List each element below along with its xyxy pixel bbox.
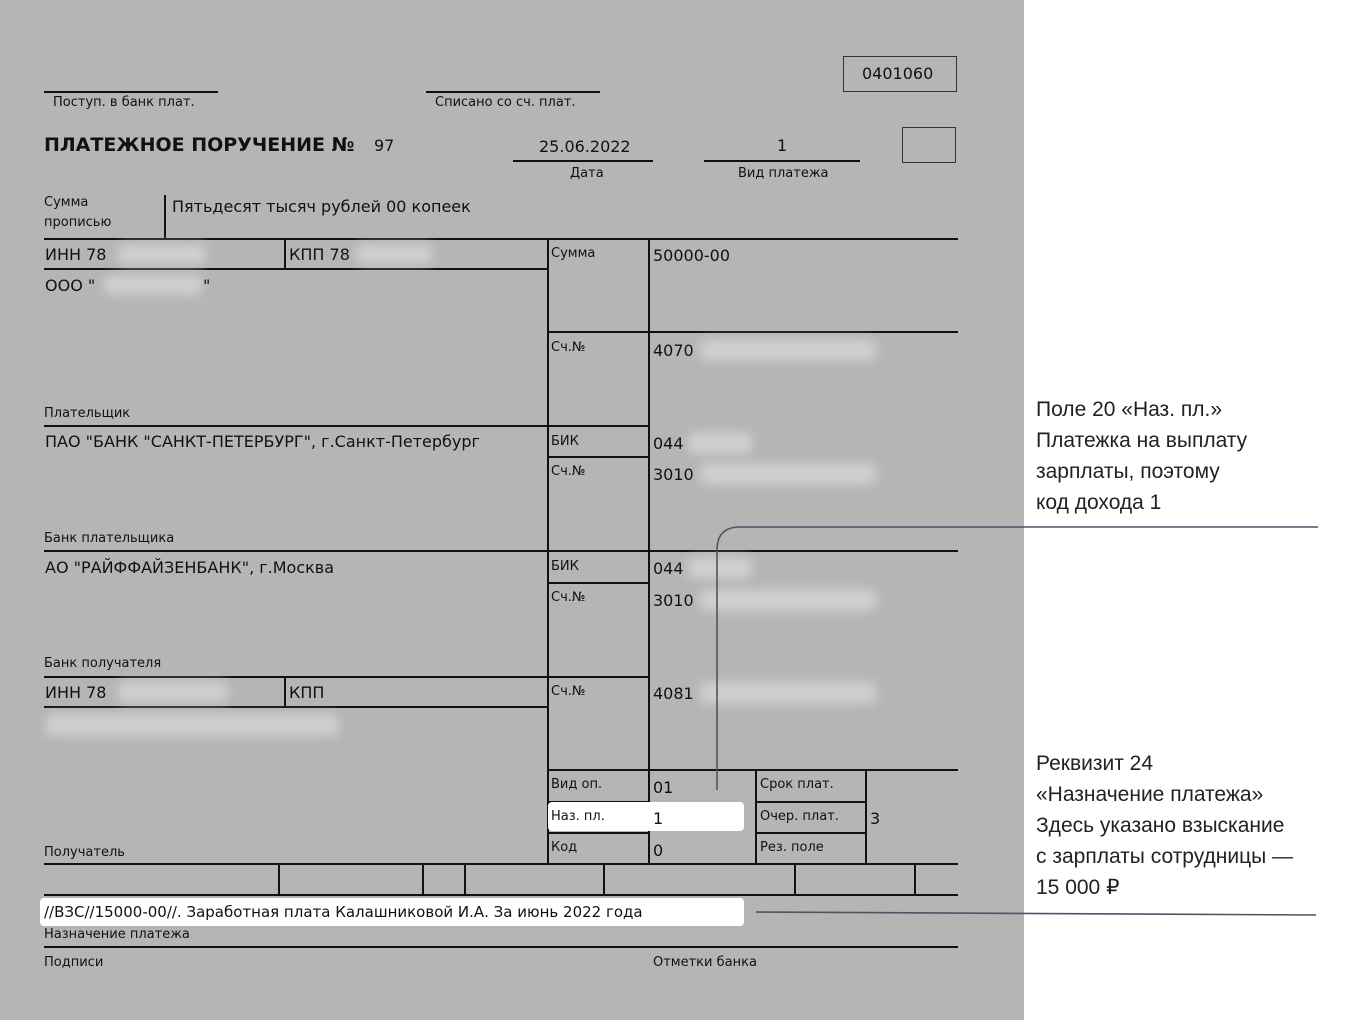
code-value: 0: [653, 841, 664, 860]
amount-words-value: Пятьдесят тысяч рублей 00 копеек: [172, 197, 471, 216]
redacted-payer-bank-bik: [688, 432, 752, 454]
payer-account-value: 4070: [653, 341, 694, 360]
redacted-payer-bank-acc: [700, 463, 876, 485]
date-label: Дата: [570, 166, 604, 181]
grid-line: [284, 238, 286, 269]
payer-bank-acc-label: Сч.№: [551, 464, 586, 479]
annotation-line: код дохода 1: [1036, 491, 1162, 514]
grid-line: [284, 676, 286, 707]
payer-account-label: Сч.№: [551, 340, 586, 355]
form-code: 0401060: [862, 64, 934, 83]
payer-bank-name: ПАО "БАНК "САНКТ-ПЕТЕРБУРГ", г.Санкт-Петербург: [45, 432, 480, 451]
purpose-label: Назначение платежа: [44, 927, 190, 942]
order-number: 97: [374, 136, 395, 155]
grid-line: [548, 456, 650, 458]
annotation-line: с зарплаты сотрудницы —: [1036, 845, 1294, 868]
redacted-payee-bank-acc: [700, 589, 876, 611]
received-line: [44, 91, 218, 93]
grid-line: [794, 863, 796, 895]
payee-bank-label: Банк получателя: [44, 656, 162, 671]
amount-words-label-2: прописью: [44, 215, 112, 230]
debited-label: Списано со сч. плат.: [435, 95, 576, 110]
order-value: 3: [870, 809, 881, 828]
op-type-label: Вид оп.: [551, 777, 603, 792]
redacted-payer-inn: [118, 244, 206, 264]
annotation-line: Платежка на выплату: [1036, 429, 1248, 452]
payment-type-label: Вид платежа: [738, 166, 829, 181]
bank-marks-label: Отметки банка: [653, 955, 757, 970]
amount-words-divider: [164, 195, 166, 239]
payer-kpp: КПП 78: [289, 245, 350, 264]
payee-bank-bik: 044: [653, 559, 684, 578]
annotation-line: зарплаты, поэтому: [1036, 460, 1220, 483]
payer-bank-acc: 3010: [653, 465, 694, 484]
reserve-label: Рез. поле: [760, 840, 824, 855]
order-date: 25.06.2022: [539, 137, 631, 156]
grid-line: [44, 863, 958, 865]
redacted-payee-inn: [118, 682, 228, 702]
redacted-payer-account: [700, 339, 876, 361]
redacted-payee-name: [46, 714, 338, 736]
grid-line: [44, 894, 958, 896]
payee-bank-bik-label: БИК: [551, 559, 579, 574]
payee-kpp: КПП: [289, 683, 325, 702]
order-label: Очер. плат.: [760, 809, 839, 824]
grid-line: [422, 863, 424, 895]
payer-bank-bik: 044: [653, 434, 684, 453]
grid-line: [548, 331, 958, 333]
payer-bank-label: Банк плательщика: [44, 531, 175, 546]
grid-line: [464, 863, 466, 895]
grid-line: [44, 425, 650, 427]
payee-acc: 4081: [653, 684, 694, 703]
grid-line: [44, 946, 958, 948]
annotation-line: Здесь указано взыскание: [1036, 814, 1285, 837]
term-label: Срок плат.: [760, 777, 834, 792]
grid-line: [756, 801, 866, 803]
annotation-purpose: [1036, 748, 1293, 903]
payee-label: Получатель: [44, 845, 125, 860]
purpose-code-label: Наз. пл.: [551, 809, 605, 824]
purpose-text: //ВЗС//15000-00//. Заработная плата Калашниковой И.А. За июнь 2022 года: [44, 903, 643, 921]
annotation-purpose-code: [1036, 394, 1247, 518]
annotation-line: Реквизит 24: [1036, 752, 1154, 775]
payment-type-line: [704, 160, 860, 162]
redacted-payer-name: [104, 275, 202, 295]
grid-line: [44, 550, 958, 552]
grid-line: [603, 863, 605, 895]
grid-line: [756, 832, 866, 834]
annotation-line: 15 000 ₽: [1036, 876, 1120, 899]
redacted-payee-bank-bik: [688, 557, 752, 579]
payment-type: 1: [777, 136, 788, 155]
received-label: Поступ. в банк плат.: [53, 95, 195, 110]
payee-bank-acc-label: Сч.№: [551, 590, 586, 605]
payer-label: Плательщик: [44, 406, 131, 421]
grid-line: [914, 863, 916, 895]
sum-label: Сумма: [551, 246, 596, 261]
grid-line: [44, 706, 548, 708]
debited-line: [426, 91, 600, 93]
status-box: [902, 127, 956, 163]
code-label: Код: [551, 840, 578, 855]
payer-name-suffix: ": [203, 276, 211, 295]
op-type-value: 01: [653, 778, 674, 797]
grid-line: [44, 238, 958, 240]
grid-line: [44, 676, 650, 678]
grid-line: [548, 832, 650, 834]
sum-value: 50000-00: [653, 246, 731, 265]
payee-acc-label: Сч.№: [551, 684, 586, 699]
payer-inn: ИНН 78: [45, 245, 107, 264]
grid-line: [865, 769, 867, 864]
redacted-payee-acc: [700, 682, 876, 704]
page-title: ПЛАТЕЖНОЕ ПОРУЧЕНИЕ №: [44, 134, 355, 156]
purpose-code-value: 1: [653, 809, 664, 828]
redacted-payer-kpp: [356, 244, 432, 264]
date-line: [513, 160, 653, 162]
grid-line: [755, 769, 757, 864]
grid-line: [278, 863, 280, 895]
annotation-line: «Назначение платежа»: [1036, 783, 1264, 806]
grid-line: [548, 582, 650, 584]
payee-bank-acc: 3010: [653, 591, 694, 610]
grid-line: [44, 268, 548, 270]
amount-words-label-1: Сумма: [44, 195, 89, 210]
payer-bank-bik-label: БИК: [551, 434, 579, 449]
signatures-label: Подписи: [44, 955, 104, 970]
payee-bank-name: АО "РАЙФФАЙЗЕНБАНК", г.Москва: [45, 558, 335, 577]
payer-name-prefix: ООО ": [45, 276, 96, 295]
annotation-line: Поле 20 «Наз. пл.»: [1036, 398, 1222, 421]
grid-line: [548, 769, 958, 771]
payee-inn: ИНН 78: [45, 683, 107, 702]
